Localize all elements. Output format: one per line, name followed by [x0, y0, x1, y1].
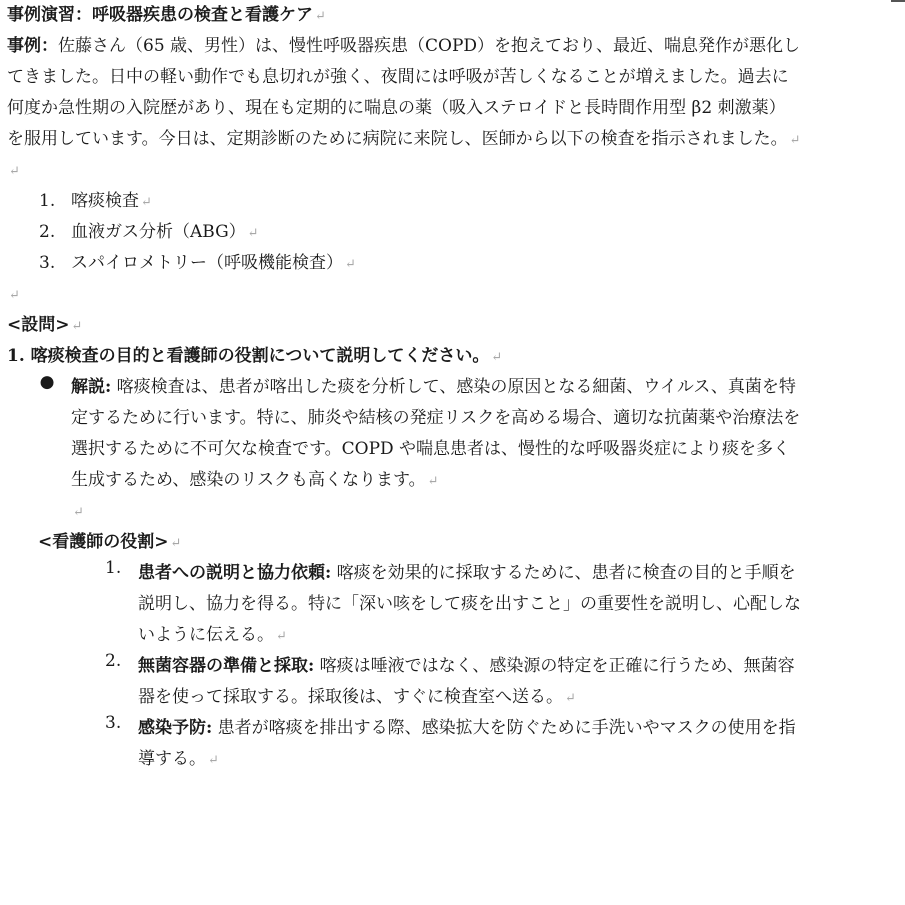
role-item: 2. 無菌容器の準備と採取: 喀痰は唾液ではなく、感染源の特定を正確に行うため、無菌容 器を使って採取する。採取後は、すぐに検査室へ送る。 ↵	[105, 651, 795, 707]
questions-header: <設問> ↵	[7, 315, 83, 335]
paragraph-mark: ↵	[170, 536, 182, 551]
explanation-line: 選択するために不可欠な検査です。COPD や喘息患者は、慢性的な呼吸器炎症により痰を多く	[71, 439, 791, 459]
role-number: 1.	[105, 558, 122, 578]
paragraph-mark: ↵	[276, 629, 287, 644]
role-line: 器を使って採取する。採取後は、すぐに検査室へ送る。	[138, 687, 563, 707]
case-description	[7, 31, 897, 155]
paragraph-mark: ↵	[247, 226, 259, 241]
paragraph-mark: ↵	[491, 350, 503, 365]
case-label: 事例：	[7, 36, 58, 56]
case-line: 佐藤さん（65 歳、男性）は、慢性呼吸器疾患（COPD）を抱えており、最近、喘息発作が悪化し	[58, 36, 801, 56]
list-item: 1. 喀痰検査 ↵	[39, 191, 152, 211]
paragraph-mark: ↵	[9, 164, 20, 179]
paragraph-mark: ↵	[427, 474, 439, 489]
role-line: 説明し、協力を得る。特に「深い咳をして痰を出すこと」の重要性を説明し、心配しな	[138, 594, 801, 614]
role-label: 無菌容器の準備と採取:	[138, 656, 315, 676]
test-list	[7, 186, 897, 279]
roles-header: <看護師の役割> ↵	[38, 532, 182, 552]
paragraph-mark: ↵	[565, 691, 576, 706]
case-line: 何度か急性期の入院歴があり、現在も定期的に喘息の薬（吸入ステロイドと長時間作用型 β2 刺激薬）	[7, 98, 786, 118]
role-line: 導する。	[138, 749, 206, 769]
role-number: 2.	[105, 651, 122, 671]
paragraph-mark: ↵	[315, 9, 326, 24]
list-item: 2. 血液ガス分析（ABG） ↵	[39, 222, 259, 242]
case-line: てきました。日中の軽い動作でも息切れが強く、夜間には呼吸が苦しくなることが増えました。過去に	[7, 67, 789, 87]
explanation-bullet: ● 解説: 喀痰検査は、患者が喀出した痰を分析して、感染の原因となる細菌、ウイルス、真菌を特 定するために行います。特に、肺炎や結核の発症リスクを高める場合、適切な抗菌薬や治療法を 選択するために不可欠な検査です。COPD や喘息患者は、慢性的な呼吸器炎症により痰を多く 生成するため、感染のリスクも高くなります。 ↵ ↵	[7, 372, 887, 527]
explanation-line: 生成するため、感染のリスクも高くなります。	[71, 470, 426, 490]
paragraph-mark: ↵	[141, 195, 152, 210]
explanation-line: 定するために行います。特に、肺炎や結核の発症リスクを高める場合、適切な抗菌薬や治療法を	[71, 408, 801, 428]
case-line: を服用しています。今日は、定期診断のために病院に来院し、医師から以下の検査を指示されました。	[7, 129, 788, 149]
bullet-icon: ●	[39, 372, 55, 392]
question-title: 1. 喀痰検査の目的と看護師の役割について説明してください。 ↵	[7, 346, 503, 366]
paragraph-mark: ↵	[789, 133, 801, 148]
paragraph-mark: ↵	[345, 257, 356, 272]
document-title: 事例演習：呼吸器疾患の検査と看護ケア ↵	[7, 5, 326, 25]
document-page	[7, 0, 897, 775]
role-label: 感染予防:	[138, 718, 213, 738]
role-number: 3.	[105, 713, 122, 733]
list-item: 3. スパイロメトリー（呼吸機能検査） ↵	[39, 253, 356, 273]
empty-paragraph	[7, 155, 897, 186]
role-label: 患者への説明と協力依頼:	[138, 563, 332, 583]
paragraph-mark: ↵	[71, 319, 83, 334]
role-item: 1. 患者への説明と協力依頼: 喀痰を効果的に採取するために、患者に検査の目的と手順を 説明し、協力を得る。特に「深い咳をして痰を出すこと」の重要性を説明し、心配しな いように伝える。 ↵	[7, 558, 887, 651]
empty-paragraph	[7, 279, 897, 310]
paragraph-mark: ↵	[73, 505, 84, 520]
paragraph-mark: ↵	[9, 288, 20, 303]
paragraph-mark: ↵	[208, 753, 219, 768]
explanation-label: 解説:	[71, 377, 112, 397]
role-line: いように伝える。	[138, 625, 274, 645]
role-item: 3. 感染予防: 患者が喀痰を排出する際、感染拡大を防ぐために手洗いやマスクの使用を指 導する。 ↵	[105, 713, 796, 769]
empty-paragraph	[71, 496, 887, 527]
